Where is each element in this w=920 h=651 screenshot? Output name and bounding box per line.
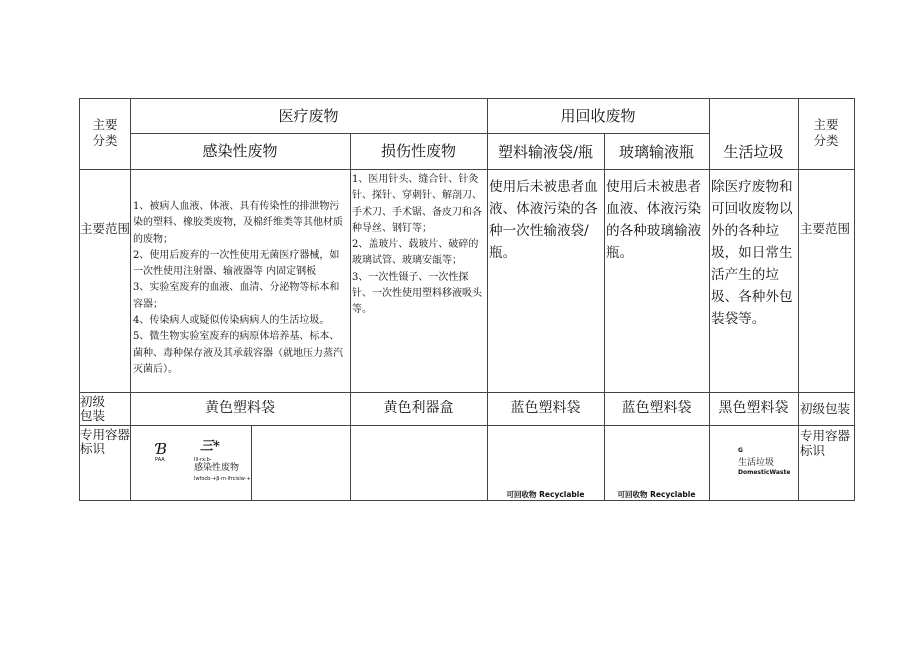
- packaging-sharps: 黄色利器盒: [383, 400, 454, 416]
- infectious-label-mark: 三*: [200, 439, 220, 454]
- list-item: 2、使用后废弃的一次性使用无菌医疗器械，如一次性使用注射器、输液器等 内固定钢板: [133, 249, 340, 278]
- scope-plastic-text: 使用后未被患者血液、体液污染的各种一次性输液袋/瓶。: [489, 179, 598, 261]
- domestic-waste-icon: G: [738, 447, 743, 454]
- domestic-label-subtitle: DomesticWaste: [738, 469, 791, 476]
- list-item: 1、被病人血液、体液、具有传染性的排泄物污染的塑料、橡胶类废物，及棉纤维类等其他材质的废物；: [133, 201, 343, 245]
- infectious-label-mark-small: Ill-rx:b-: [194, 457, 212, 463]
- header-left-category: 主要 分类: [92, 117, 118, 148]
- plastic-recyclable-mark: 可回收物 Recyclable: [506, 490, 585, 499]
- header-right-category: 主要 分类: [813, 117, 839, 148]
- glass-recyclable-mark: 可回收物 Recyclable: [617, 490, 696, 499]
- packaging-plastic: 蓝色塑料袋: [510, 400, 581, 416]
- list-item: 1、医用针头、缝合针、针灸针、探针、穿刺针、解剖刀、手术刀、手术锯、备皮刀和各种导丝、钢钉等；: [352, 174, 482, 234]
- scope-sharps-list: [352, 172, 486, 319]
- header-glass-infusion-bottle: 玻璃输液瓶: [618, 143, 694, 161]
- scope-infectious-list: [133, 199, 349, 378]
- list-item: 4、传染病人或疑似传染病病人的生活垃圾。: [133, 315, 330, 327]
- packaging-row-label: 初级 包装: [80, 394, 106, 423]
- biohazard-icon: Ɓ: [156, 440, 168, 458]
- infectious-label-subtitle: Iwfocb-+β·m·ifrcislw·+: [194, 476, 251, 482]
- list-item: 5、微生物实验室废弃的病原体培养基、标本、菌种、毒种保存液及其承载容器（就地压力蒸汽灭菌后）。: [133, 331, 343, 375]
- domestic-label-title: 生活垃圾: [738, 458, 775, 468]
- header-domestic-waste: 生活垃圾: [723, 143, 784, 161]
- packaging-glass: 蓝色塑料袋: [621, 400, 692, 416]
- row-line-label-top: [79, 425, 855, 426]
- header-recyclable-waste: 用回收废物: [560, 107, 636, 125]
- scope-right-label: 主要范围: [800, 221, 851, 236]
- col-line-6: [798, 98, 799, 501]
- scope-glass-text: 使用后未被患者血液、体液污染的各种玻璃输液瓶。: [606, 179, 702, 261]
- list-item: 3、实验室废弃的血液、血清、分泌物等标本和容器；: [133, 282, 340, 310]
- container-row-label: 专用容器 标识: [80, 427, 131, 456]
- row-line-scope-top: [79, 169, 855, 170]
- row-line-packaging-top: [79, 392, 855, 393]
- packaging-domestic: 黑色塑料袋: [718, 400, 789, 416]
- scope-domestic-text: 除医疗废物和可回收废物以外的各种垃圾，如日常生活产生的垃圾、各种外包装袋等。: [711, 179, 793, 327]
- header-medical-waste: 医疗废物: [278, 107, 339, 125]
- col-line-infectious-label-split: [251, 425, 252, 500]
- packaging-right-label: 初级包装: [800, 401, 851, 416]
- container-right-label: 专用容器 标识: [800, 428, 851, 458]
- table-border-top: [79, 98, 855, 99]
- list-item: 3、一次性镊子、一次性探针、一次性使用塑料移液吸头等。: [352, 271, 482, 316]
- biohazard-icon-caption: PAA: [155, 457, 165, 463]
- header-plastic-infusion-bag: 塑料输液袋/瓶: [497, 143, 594, 161]
- packaging-infectious: 黄色塑料袋: [205, 400, 275, 416]
- header-split-line: [130, 133, 709, 134]
- header-infectious-waste: 感染性废物: [202, 142, 278, 160]
- list-item: 2、盖玻片、载玻片、破碎的玻璃试管、玻璃安瓿等；: [352, 239, 479, 267]
- scope-row-label: 主要范围: [80, 221, 131, 236]
- header-sharps-waste: 损伤性废物: [380, 142, 456, 160]
- infectious-label-title: 感染性废物: [194, 463, 240, 473]
- table-border-bottom: [79, 500, 855, 501]
- col-line-4: [604, 133, 605, 501]
- col-line-2: [350, 133, 351, 501]
